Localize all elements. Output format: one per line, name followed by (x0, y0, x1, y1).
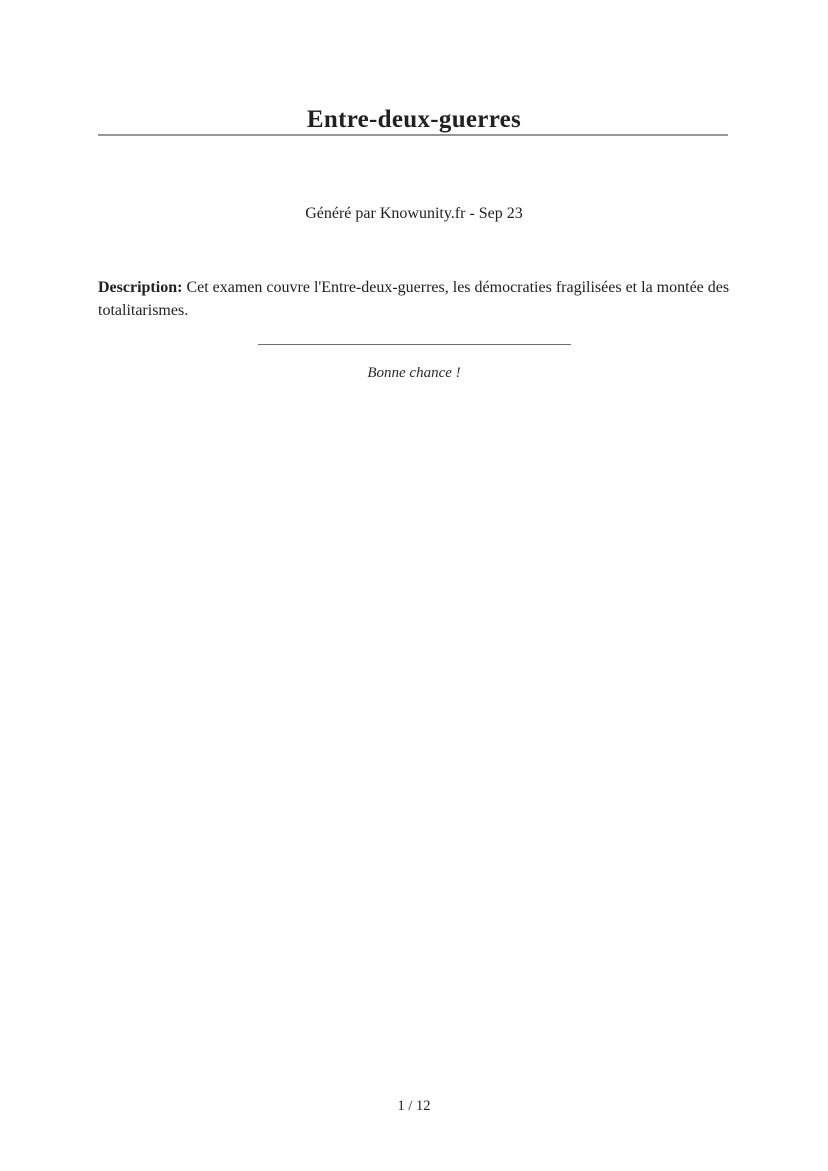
page-number: 1 / 12 (397, 1098, 431, 1114)
description-label: Description: (98, 279, 183, 296)
generated-by-line: Généré par Knowunity.fr - Sep 23 (305, 205, 523, 222)
description-paragraph (98, 277, 732, 322)
description-text: Cet examen couvre l'Entre-deux-guerres, les démocraties fragilisées et la montée des totalitarismes. (98, 279, 730, 319)
signature-divider-rule (258, 344, 571, 345)
good-luck-text: Bonne chance ! (367, 365, 461, 381)
title-divider-rule (98, 134, 728, 136)
page-title: Entre-deux-guerres (306, 105, 522, 133)
